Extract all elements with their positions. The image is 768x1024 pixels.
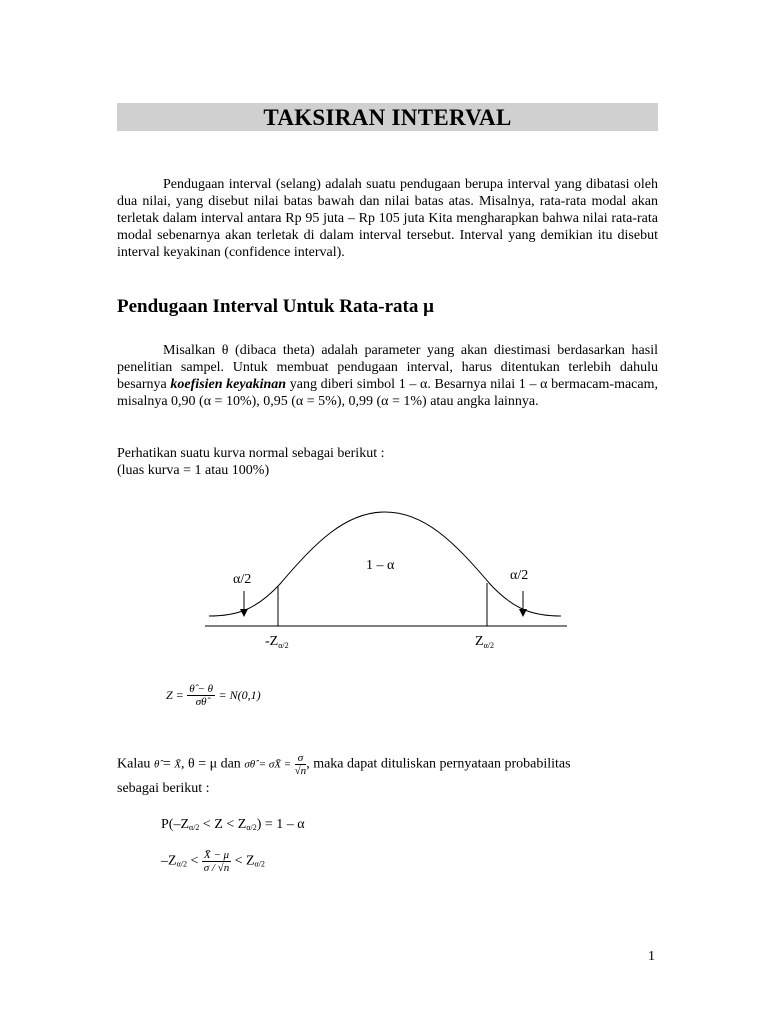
ineq-fraction (202, 849, 231, 874)
z-rhs: = N(0,1) (218, 688, 261, 702)
para2-part2: yang diberi simbol 1 – α. Besarnya nilai 1 – α bermacam-macam, misalnya 0,90 (α = 10%), 0,95 (α = 5%), 0,99 (α = 1%) atau angka lainnya. (117, 377, 658, 409)
z-numerator: θ̂ − θ (189, 683, 214, 695)
kalau-eq1: = (162, 756, 171, 772)
center-area-label: 1 – α (366, 558, 395, 573)
right-tail-label: α/2 (510, 568, 529, 583)
right-z-label: $Z_{\alpha/2}$ (475, 634, 494, 650)
coefficient-paragraph (117, 342, 658, 410)
prob-close: ) = 1 – α (256, 817, 305, 832)
section-heading: Pendugaan Interval Untuk Rata-rata μ (117, 296, 434, 317)
kalau-theta-hat: θ̂ (153, 758, 160, 771)
ineq-denominator: σ / √n (203, 862, 230, 874)
para2-emphasis: koefisien keyakinan (170, 377, 287, 392)
probability-statement (161, 817, 305, 833)
z-denominator: σθ̂ (195, 696, 207, 708)
intro-paragraph (117, 176, 658, 261)
prob-sub-1: α/2 (189, 823, 200, 832)
z-lhs: Z = (166, 688, 184, 702)
ineq-sub-1: α/2 (176, 859, 187, 869)
ineq-lhs: –Z (161, 853, 177, 869)
kalau-theta-mu: , θ = μ dan (180, 756, 241, 772)
kalau-word: Kalau (117, 756, 151, 772)
left-z-label: $-Z_{\alpha/2}$ (265, 634, 289, 650)
left-tail-label: α/2 (233, 572, 252, 587)
kalau-eq2: = σX̄ = (258, 758, 292, 771)
kalau-rest: , maka dapat dituliskan pernyataan probabilitas (306, 756, 571, 772)
title-bar (117, 103, 658, 131)
right-arrow-head (519, 609, 527, 617)
para2-part1: Misalkan θ (dibaca theta) adalah parameter yang akan diestimasi berdasarkan hasil penelitian sampel. Untuk membuat pendugaan interval, harus ditentukan terlebih dahulu besarnya (117, 343, 658, 392)
z-formula (166, 683, 261, 708)
intro-text: Pendugaan interval (selang) adalah suatu pendugaan berupa interval yang dibatasi oleh dua nilai, yang disebut nilai batas bawah dan nilai batas atas. Misalnya, rata-rata modal akan terletak dalam interval antara Rp 95 juta – Rp 105 juta Kita mengharapkan bahwa nilai rata-rata modal sebenarnya akan terletak di dalam interval tersebut. Interval yang demikian itu disebut interval keyakinan (confidence interval). (117, 177, 658, 260)
left-arrow-head (240, 609, 248, 617)
prob-sub-2: α/2 (246, 823, 257, 832)
ineq-rt: < Z (234, 853, 255, 869)
ineq-lt: < (186, 853, 199, 869)
kalau-line2: sebagai berikut : (117, 781, 210, 796)
inequality (161, 849, 265, 874)
curve-intro-line1: Perhatikan suatu kurva normal sebagai berikut : (117, 446, 385, 461)
z-fraction (187, 683, 215, 708)
normal-curve-figure (195, 505, 580, 655)
ineq-sub-2: α/2 (254, 859, 265, 869)
kalau-sigma-theta: σθ̂ (244, 758, 256, 771)
kalau-sqrt-n: √n (294, 765, 307, 777)
kalau-sigma-fraction (295, 752, 307, 777)
page-number: 1 (648, 949, 655, 964)
prob-mid: < Z < Z (199, 817, 247, 832)
ineq-numerator: X̄ − μ (203, 849, 230, 861)
curve-intro-line2: (luas kurva = 1 atau 100%) (117, 463, 270, 478)
prob-open: P(–Z (161, 817, 189, 832)
kalau-xbar: X̄ (174, 758, 181, 771)
kalau-line (117, 752, 571, 777)
page-title: TAKSIRAN INTERVAL (263, 105, 512, 130)
kalau-sigma: σ (295, 752, 307, 765)
